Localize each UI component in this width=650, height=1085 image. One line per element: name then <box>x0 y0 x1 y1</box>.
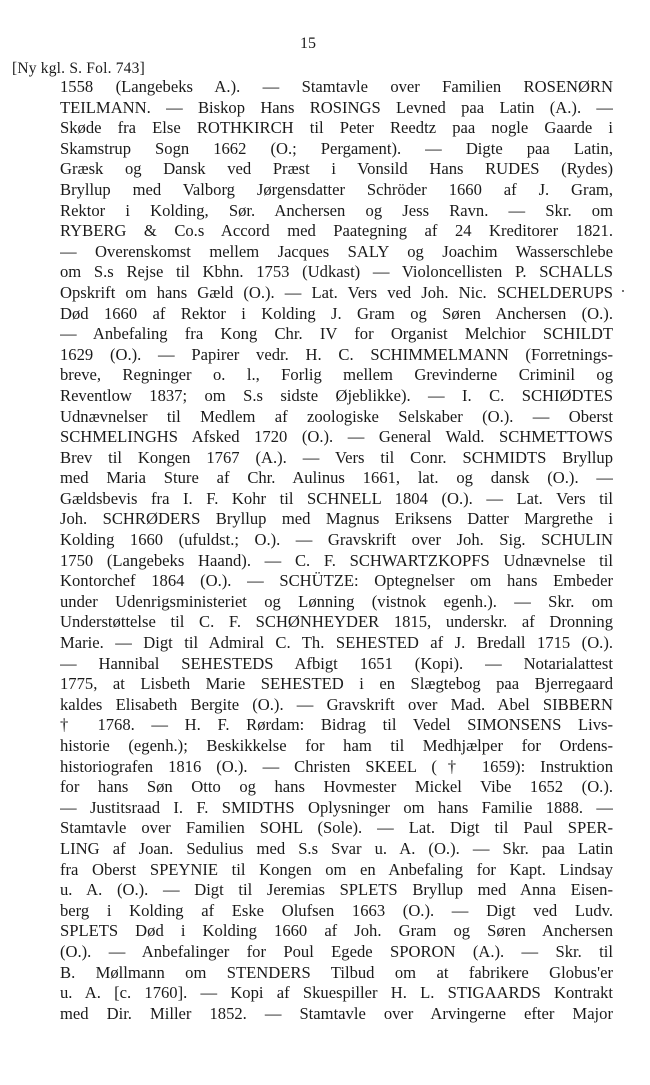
text-line: † 1768. — H. F. Rørdam: Bidrag til Vedel SIMONSENS Livs- <box>60 715 613 735</box>
text-line: historiografen 1816 (O.). — Christen SKEEL († 1659): Instruktion <box>60 756 613 776</box>
text-line: Kontorchef 1864 (O.). — SCHÜTZE: Optegnelser om hans Embeder <box>60 571 613 591</box>
text-line: Skamstrup Sogn 1662 (O.; Pergament). — Digte paa Latin, <box>60 138 613 158</box>
text-line: u. A. (O.). — Digt til Jeremias SPLETS Bryllup med Anna Eisen- <box>60 880 613 900</box>
page-number: 15 <box>300 35 316 52</box>
text-line: Kolding 1660 (ufuldst.; O.). — Gravskrift over Joh. Sig. SCHULIN <box>60 530 613 550</box>
text-line: LING af Joan. Sedulius med S.s Svar u. A. (O.). — Skr. paa Latin <box>60 838 613 858</box>
text-line: berg i Kolding af Eske Olufsen 1663 (O.). — Digt ved Ludv. <box>60 900 613 920</box>
text-line: breve, Regninger o. l., Forlig mellem Grevinderne Criminil og <box>60 365 613 385</box>
text-line: med Maria Sture af Chr. Aulinus 1661, lat. og dansk (O.). — <box>60 468 613 488</box>
manuscript-reference: [Ny kgl. S. Fol. 743] <box>12 60 145 77</box>
text-line: med Dir. Miller 1852. — Stamtavle over Arvingerne efter Major <box>60 1003 613 1023</box>
text-line: Græsk og Dansk ved Præst i Vonsild Hans RUDES (Rydes) <box>60 159 613 179</box>
text-line: — Anbefaling fra Kong Chr. IV for Organist Melchior SCHILDT <box>60 324 613 344</box>
text-line: Opskrift om hans Gæld (O.). — Lat. Vers ved Joh. Nic. SCHELDERUPS <box>60 282 613 302</box>
text-line: RYBERG & Co.s Accord med Paategning af 24 Kreditorer 1821. <box>60 221 613 241</box>
text-line: fra Oberst SPEYNIE til Kongen om en Anbefaling for Kapt. Lindsay <box>60 859 613 879</box>
text-line: om S.s Rejse til Kbhn. 1753 (Udkast) — Violoncellisten P. SCHALLS <box>60 262 613 282</box>
text-line: for hans Søn Otto og hans Hovmester Mickel Vibe 1652 (O.). <box>60 777 613 797</box>
text-line: SPLETS Død i Kolding 1660 af Joh. Gram og Søren Anchersen <box>60 921 613 941</box>
text-line: kaldes Elisabeth Bergite (O.). — Gravskrift over Mad. Abel SIBBERN <box>60 694 613 714</box>
text-line: historie (egenh.); Beskikkelse for ham til Medhjælper for Ordens- <box>60 736 613 755</box>
text-line: Joh. SCHRØDERS Bryllup med Magnus Eriksens Datter Margrethe i <box>60 509 613 529</box>
text-line: Brev til Kongen 1767 (A.). — Vers til Conr. SCHMIDTS Bryllup <box>60 447 613 467</box>
text-line: Udnævnelser til Medlem af zoologiske Selskaber (O.). — Oberst <box>60 406 613 426</box>
text-line: TEILMANN. — Biskop Hans ROSINGS Levned paa Latin (A.). — <box>60 97 613 117</box>
text-line: 1750 (Langebeks Haand). — C. F. SCHWARTZKOPFS Udnævnelse til <box>60 550 613 570</box>
text-line: Skøde fra Else ROTHKIRCH til Peter Reedtz paa nogle Gaarde i <box>60 118 613 138</box>
text-line: Bryllup med Valborg Jørgensdatter Schröder 1660 af J. Gram, <box>60 179 613 199</box>
text-line: Understøttelse til C. F. SCHØNHEYDER 1815, underskr. af Dronning <box>60 612 613 632</box>
text-line: u. A. [c. 1760]. — Kopi af Skuespiller H. L. STIGAARDS Kontrakt <box>60 983 613 1003</box>
text-line: Marie. — Digt til Admiral C. Th. SEHESTED af J. Bredall 1715 (O.). <box>60 633 613 653</box>
text-line: — Hannibal SEHESTEDS Afbigt 1651 (Kopi). — Notarialattest <box>60 653 613 673</box>
text-line: (O.). — Anbefalinger for Poul Egede SPORON (A.). — Skr. til <box>60 941 613 961</box>
text-line: — Overenskomst mellem Jacques SALY og Joachim Wasserschlebe <box>60 241 613 261</box>
catalog-text <box>60 77 613 1024</box>
text-line: Død 1660 af Rektor i Kolding J. Gram og Søren Anchersen (O.). <box>60 303 613 323</box>
margin-mark <box>622 290 624 292</box>
text-line: — Justitsraad I. F. SMIDTHS Oplysninger om hans Familie 1888. — <box>60 797 613 817</box>
text-line: SCHMELINGHS Afsked 1720 (O.). — General Wald. SCHMETTOWS <box>60 427 613 447</box>
text-line: Gældsbevis fra I. F. Kohr til SCHNELL 1804 (O.). — Lat. Vers til <box>60 488 613 508</box>
text-line: Reventlow 1837; om S.s sidste Øjeblikke). — I. C. SCHIØDTES <box>60 385 613 405</box>
text-line: 1775, at Lisbeth Marie SEHESTED i en Slægtebog paa Bjerregaard <box>60 674 613 694</box>
text-line: 1558 (Langebeks A.). — Stamtavle over Familien ROSENØRN <box>60 77 613 96</box>
text-line: under Udenrigsministeriet og Lønning (vistnok egenh.). — Skr. om <box>60 591 613 611</box>
text-line: 1629 (O.). — Papirer vedr. H. C. SCHIMMELMANN (Forretnings- <box>60 344 613 364</box>
text-line: Stamtavle over Familien SOHL (Sole). — Lat. Digt til Paul SPER- <box>60 818 613 838</box>
text-line: Rektor i Kolding, Sør. Anchersen og Jess Ravn. — Skr. om <box>60 200 613 220</box>
text-line: B. Møllmann om STENDERS Tilbud om at fabrikere Globus'er <box>60 962 613 982</box>
